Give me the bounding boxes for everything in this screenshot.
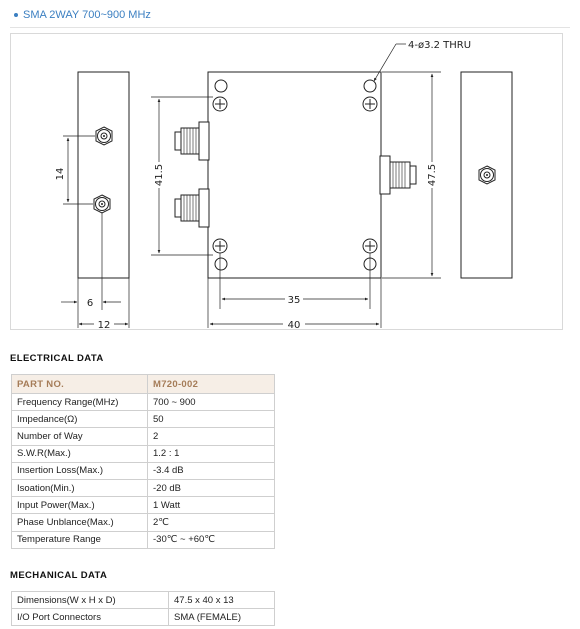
row-label: Input Power(Max.) xyxy=(12,497,148,514)
table-row xyxy=(12,479,275,496)
row-label: Impedance(Ω) xyxy=(12,411,148,428)
drawing-canvas xyxy=(11,34,564,331)
table-header-row xyxy=(12,375,275,394)
electrical-data-table xyxy=(11,374,275,549)
row-label: Dimensions(W x H x D) xyxy=(12,592,169,609)
dim-width: 40 xyxy=(287,320,301,331)
table-row xyxy=(12,411,275,428)
table-row xyxy=(12,445,275,462)
hole-note: 4-ø3.2 THRU xyxy=(408,40,472,51)
page-title xyxy=(14,9,151,21)
mechanical-data-heading: MECHANICAL DATA xyxy=(10,570,108,581)
row-label: Temperature Range xyxy=(12,531,148,548)
row-label: Isoation(Min.) xyxy=(12,479,148,496)
dim-height: 47.5 xyxy=(427,163,438,187)
row-label: Insertion Loss(Max.) xyxy=(12,462,148,479)
row-value: 1.2 : 1 xyxy=(148,445,275,462)
title-divider xyxy=(10,27,570,28)
left-side-view xyxy=(55,72,129,331)
row-value: -30℃ ~ +60℃ xyxy=(148,531,275,548)
table-row xyxy=(12,462,275,479)
row-label: S.W.R(Max.) xyxy=(12,445,148,462)
dim-left-width: 12 xyxy=(97,320,111,331)
dim-hole-spacing-h: 35 xyxy=(287,295,301,306)
row-value: -20 dB xyxy=(148,479,275,496)
row-value: 2℃ xyxy=(148,514,275,531)
page-title-text: SMA 2WAY 700~900 MHz xyxy=(23,9,151,21)
row-value: 2 xyxy=(148,428,275,445)
part-no-value: M720-002 xyxy=(148,375,275,394)
mechanical-data-table xyxy=(11,591,275,626)
table-row xyxy=(12,394,275,411)
table-row xyxy=(12,514,275,531)
sma-input-connector-icon xyxy=(380,156,416,194)
row-label: I/O Port Connectors xyxy=(12,609,169,626)
right-side-view xyxy=(461,72,512,278)
row-label: Number of Way xyxy=(12,428,148,445)
front-view xyxy=(150,40,471,331)
row-value: -3.4 dB xyxy=(148,462,275,479)
sma-output-connector-icon xyxy=(175,189,209,227)
table-row xyxy=(12,531,275,548)
dim-hole-spacing-v: 41.5 xyxy=(154,163,165,187)
table-row xyxy=(12,428,275,445)
bullet-icon xyxy=(14,13,18,17)
row-label: Frequency Range(MHz) xyxy=(12,394,148,411)
mechanical-drawing xyxy=(10,33,563,330)
table-row xyxy=(12,592,275,609)
dim-connector-offset: 6 xyxy=(86,298,94,309)
table-row xyxy=(12,497,275,514)
row-value: SMA (FEMALE) xyxy=(169,609,275,626)
row-label: Phase Unblance(Max.) xyxy=(12,514,148,531)
row-value: 47.5 x 40 x 13 xyxy=(169,592,275,609)
row-value: 700 ~ 900 xyxy=(148,394,275,411)
dim-port-spacing: 14 xyxy=(55,167,66,181)
table-row xyxy=(12,609,275,626)
row-value: 1 Watt xyxy=(148,497,275,514)
electrical-data-heading: ELECTRICAL DATA xyxy=(10,353,104,364)
row-value: 50 xyxy=(148,411,275,428)
sma-output-connector-icon xyxy=(175,122,209,160)
part-no-label: PART NO. xyxy=(12,375,148,394)
